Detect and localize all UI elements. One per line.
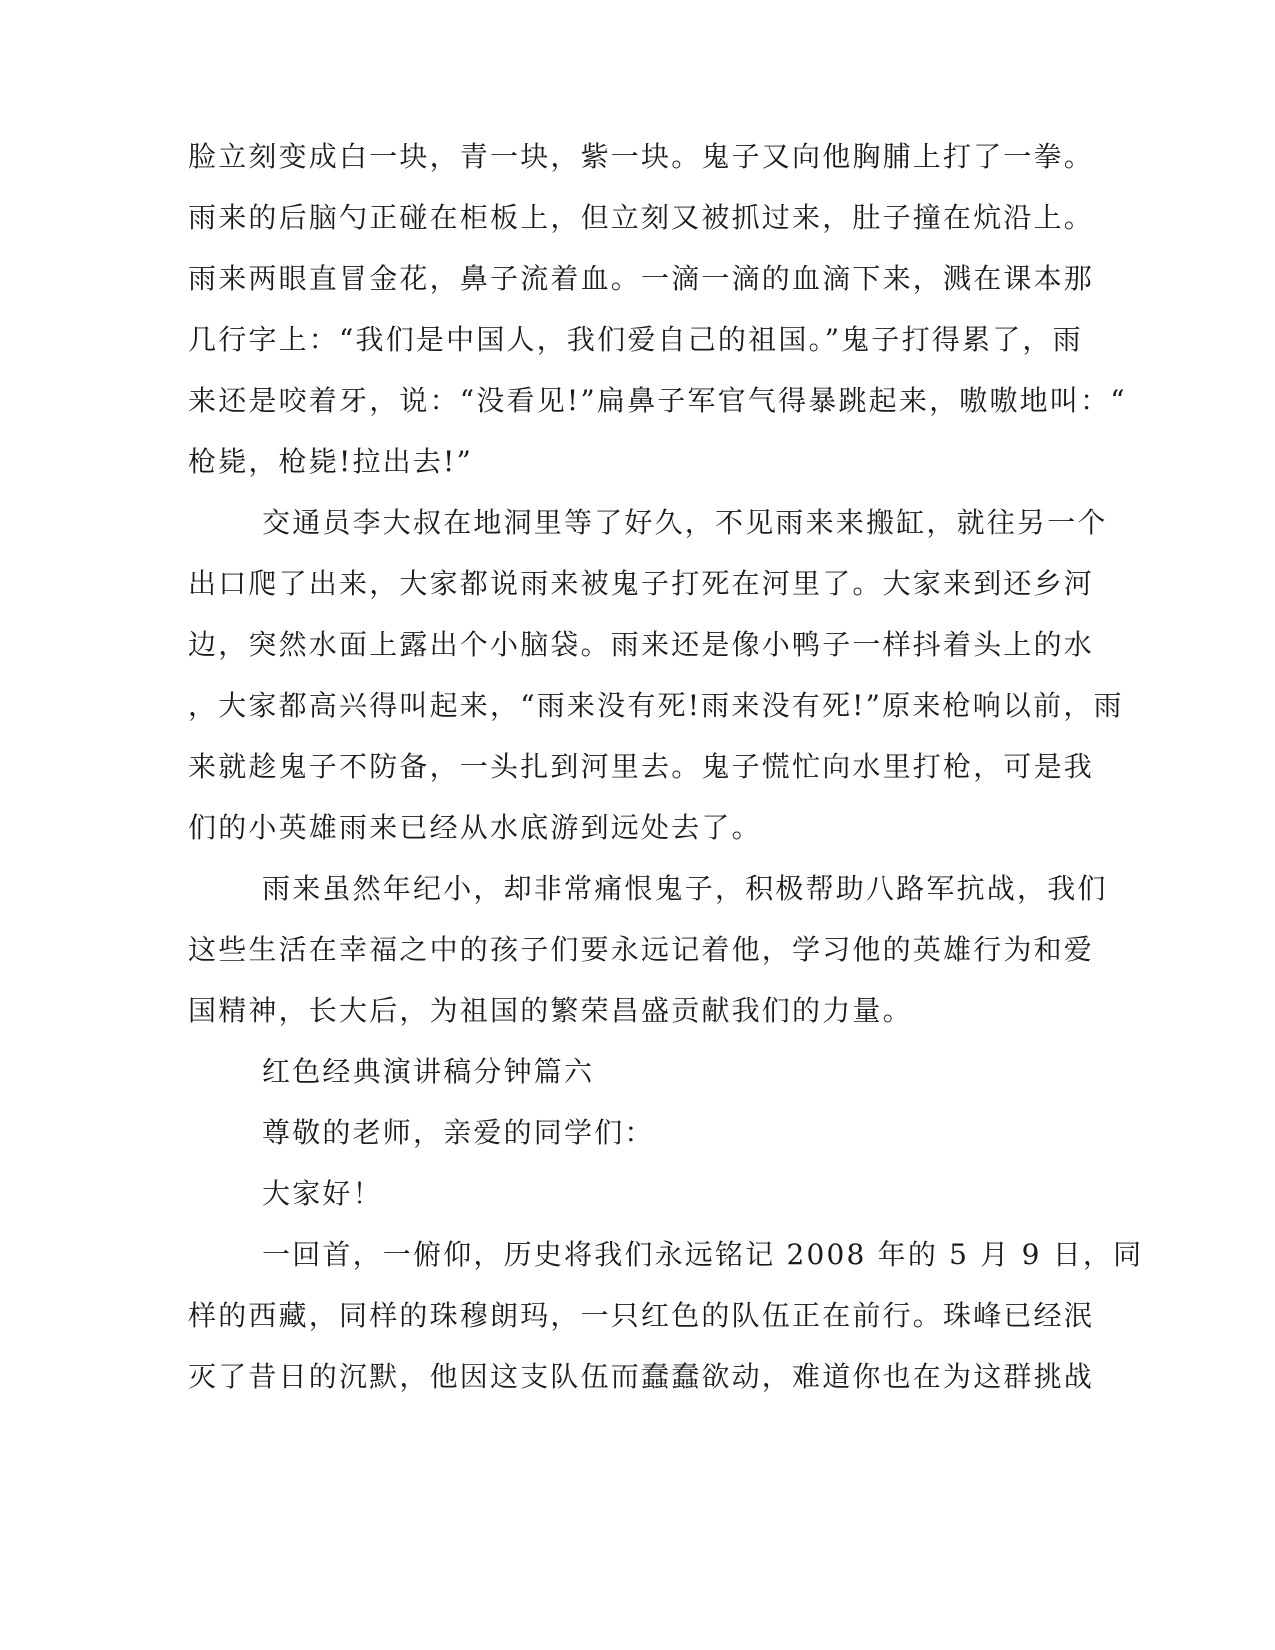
text-line: 出口爬了出来，大家都说雨来被鬼子打死在河里了。大家来到还乡河 <box>188 567 1095 600</box>
text-line: 脸立刻变成白一块，青一块，紫一块。鬼子又向他胸脯上打了一拳。 <box>188 140 1095 173</box>
document-body <box>188 126 1144 1407</box>
text-line: 灭了昔日的沉默，他因这支队伍而蠢蠢欲动，难道你也在为这群挑战 <box>188 1360 1095 1393</box>
text-line: ，大家都高兴得叫起来，“雨来没有死!雨来没有死!”原来枪响以前，雨 <box>188 689 1124 722</box>
text-line: 样的西藏，同样的珠穆朗玛，一只红色的队伍正在前行。珠峰已经泯 <box>188 1299 1095 1332</box>
text-line: 大家好！ <box>262 1177 383 1210</box>
text-line: 雨来两眼直冒金花，鼻子流着血。一滴一滴的血滴下来，溅在课本那 <box>188 262 1095 295</box>
text-line: 雨来的后脑勺正碰在柜板上，但立刻又被抓过来，肚子撞在炕沿上。 <box>188 201 1095 234</box>
text-line: 们的小英雄雨来已经从水底游到远处去了。 <box>188 811 762 844</box>
text-line: 枪毙，枪毙!拉出去!” <box>188 445 474 478</box>
text-line: 边，突然水面上露出个小脑袋。雨来还是像小鸭子一样抖着头上的水 <box>188 628 1095 661</box>
text-line: 一回首，一俯仰，历史将我们永远铭记 2008 年的 5 月 9 日，同 <box>262 1238 1144 1271</box>
text-line: 国精神，长大后，为祖国的繁荣昌盛贡献我们的力量。 <box>188 994 913 1027</box>
text-line: 交通员李大叔在地洞里等了好久，不见雨来来搬缸，就往另一个 <box>262 506 1108 539</box>
text-line: 红色经典演讲稿分钟篇六 <box>262 1055 595 1088</box>
text-line: 几行字上：“我们是中国人，我们爱自己的祖国。”鬼子打得累了，雨 <box>188 323 1083 356</box>
text-line: 雨来虽然年纪小，却非常痛恨鬼子，积极帮助八路军抗战，我们 <box>262 872 1108 905</box>
text-line: 来还是咬着牙，说：“没看见!”扁鼻子军官气得暴跳起来，嗷嗷地叫：“ <box>188 384 1127 417</box>
text-line: 这些生活在幸福之中的孩子们要永远记着他，学习他的英雄行为和爱 <box>188 933 1095 966</box>
text-line: 尊敬的老师，亲爱的同学们： <box>262 1116 655 1149</box>
text-line: 来就趁鬼子不防备，一头扎到河里去。鬼子慌忙向水里打枪，可是我 <box>188 750 1095 783</box>
